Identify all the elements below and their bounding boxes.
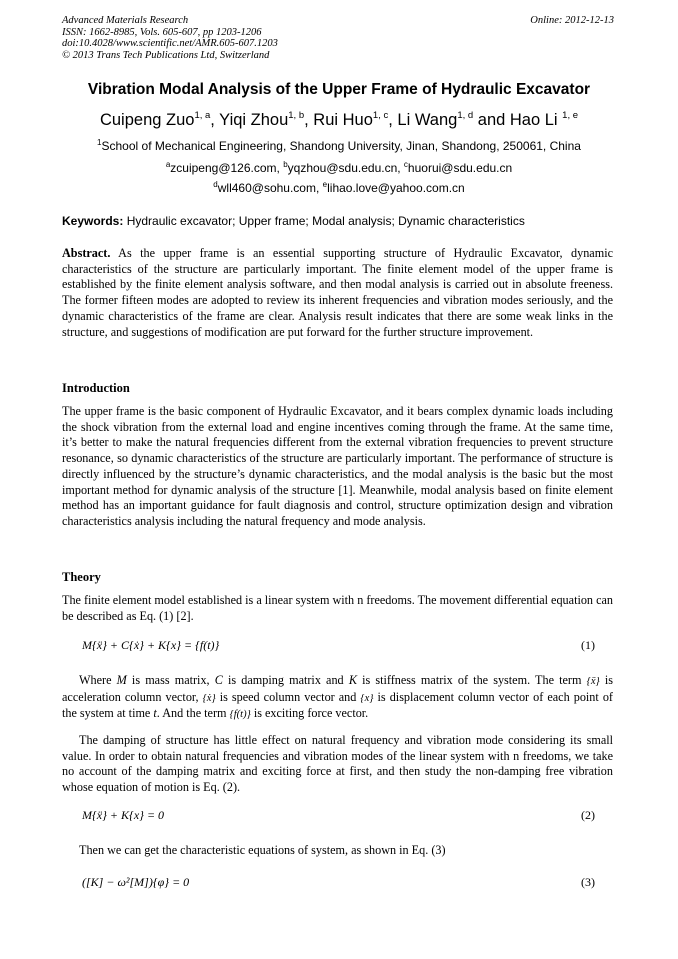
theory-paragraph-4: Then we can get the characteristic equations of system, as shown in Eq. (3) [79,843,446,857]
introduction-text: The upper frame is the basic component of Hydraulic Excavator, and it bears complex dynamic loads including the shock vibration from the external load and engine incentives coming through the frame. At the same time, it’s better to make the natural frequencies different from the external vibration frequencies to prevent structure resonance, so dynamic characteristics of the structure are particularly important. The performance of structure is directly influenced by the structure’s dynamic characteristics, and the modal analysis is the basic but the most important method for dynamic analysis of the structure [1]. Meanwhile, modal analysis based on finite element method has an important guidance for fault diagnosis and control, structure optimization design and vibration characteristics analysis including the natural frequency and mode analysis. [62,404,613,528]
equation-3: ([K] − ω²[M]){φ} = 0 [82,875,190,889]
symbol-displacement: {x} [360,692,374,704]
author-separator: and [473,111,510,129]
text-run: is mass matrix, [126,673,215,687]
paper-title: Vibration Modal Analysis of the Upper Frame of Hydraulic Excavator [87,81,591,98]
journal-name: Advanced Materials Research [62,15,189,26]
keywords [62,214,525,228]
symbol-force: {f(t)} [229,709,251,721]
issn-line: ISSN: 1662-8985, Vols. 605-607, pp 1203-1206 [62,26,262,38]
author-separator: , [304,111,314,129]
equation-1: M{ẍ} + C{ẋ} + K{x} = {f(t)} [82,638,220,652]
affiliation [0,139,678,153]
text-run: is speed column vector and [215,689,361,704]
author-name: Yiqi Zhou [219,111,289,129]
text-run: is acceleration column vector, [62,673,613,704]
email-sup: e [322,180,328,189]
symbol-M: M [116,673,127,687]
theory-paragraph-1: The finite element model established is a linear system with n freedoms. The movement differential equation can be described as Eq. (1) [2]. [62,593,613,623]
affiliation-sup: 1 [97,138,102,147]
journal-header [62,15,278,61]
text-run: is damping matrix and [222,673,349,687]
author-affil-sup: 1, c [372,110,389,121]
doi-line: doi:10.4028/www.scientific.net/AMR.605-607.1203 [62,38,278,49]
author-affil-sup: 1, a [194,110,211,121]
symbol-C: C [214,673,223,687]
author-separator: , [388,111,398,129]
equation-3-number: (3) [581,875,595,889]
text-run: is exciting force vector. [250,706,369,721]
equation-1-number: (1) [581,638,595,652]
email-address: wll460@sohu.com, [217,181,323,195]
equation-2: M{ẍ} + K{x} = 0 [82,808,165,822]
symbol-speed: {ẋ} [202,692,216,704]
affiliation-text: School of Mechanical Engineering, Shandong University, Jinan, Shandong, 250061, China [101,139,581,153]
text-run: is displacement column vector of each point of the system at time [62,689,613,721]
keywords-label: Keywords: [62,214,124,228]
text-run: Where [79,673,117,687]
abstract [62,246,613,340]
email-sup: a [165,160,171,169]
text-run: . And the term [156,706,230,721]
email-line-2 [0,181,678,195]
author-list [0,111,678,130]
email-sup: b [283,160,288,169]
author-name: Hao Li [509,111,563,129]
author-name: Li Wang [397,111,458,129]
symbol-K: K [348,673,357,687]
text-run: is stiffness matrix of the system. The term [356,673,587,687]
symbol-acceleration: {ẍ} [586,676,600,687]
author-name: Cuipeng Zuo [99,111,195,129]
author-name: Rui Huo [313,111,373,129]
author-affil-sup: 1, d [457,110,474,121]
author-affil-sup: 1, b [288,110,305,121]
symbol-t: t [153,706,157,721]
email-sup: d [213,180,218,189]
theory-paragraph-2 [62,673,613,723]
abstract-label: Abstract. [62,246,111,260]
abstract-text: As the upper frame is an essential supporting structure of Hydraulic Excavator, dynamic characteristics of the structure are particularly important. The finite element model of the upper frame is established by the finite element analysis software, and then modal analysis is carried out in absolute freeness. The former fifteen modes are adopted to review its inherent frequencies and vibration modes seriously, and the dynamic characteristics of the frame are clear. Analysis result indicates that there are some weak links in the structure, and suggestions of modification are put forward for the further structure improvement. [62,246,613,339]
author-affil-sup: 1, e [562,110,579,121]
author-separator: , [210,111,220,129]
theory-paragraph-3: The damping of structure has little effect on natural frequency and vibration mode considering its small value. In order to obtain natural frequencies and vibration modes of the linear system with n freedoms, we take no account of the damping matrix and exciting force at first, and then study the non-damping free vibration whose equation of motion is Eq. (2). [62,733,613,795]
email-sup: c [403,160,408,169]
online-date: Online: 2012-12-13 [530,15,614,26]
keywords-text: Hydraulic excavator; Upper frame; Modal analysis; Dynamic characteristics [123,214,525,228]
introduction-heading: Introduction [62,381,130,395]
email-address: zcuipeng@126.com, [170,161,284,175]
theory-heading: Theory [62,570,101,584]
email-line-1 [0,161,678,175]
email-address: yqzhou@sdu.edu.cn, [287,161,404,175]
email-address: lihao.love@yahoo.com.cn [327,181,465,195]
equation-2-number: (2) [581,808,595,822]
email-address: huorui@sdu.edu.cn [407,161,513,175]
copyright-line: © 2013 Trans Tech Publications Ltd, Switzerland [62,49,270,61]
